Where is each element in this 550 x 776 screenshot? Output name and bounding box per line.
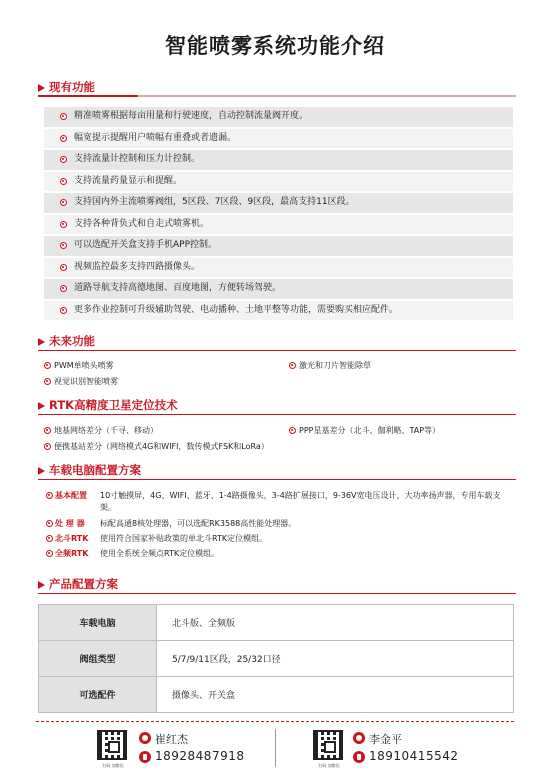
bullet-icon [60, 135, 67, 142]
section-divider [38, 350, 516, 351]
qr-caption: 扫码 加微信 [318, 763, 340, 768]
contact-name: 李金平 [369, 733, 402, 746]
triangle-icon [38, 402, 45, 410]
triangle-icon [38, 84, 45, 92]
phone-icon [353, 751, 365, 763]
bullet-icon [44, 378, 51, 385]
triangle-icon [38, 338, 45, 346]
rtk-item: PPP星基差分（北斗、伽利略、TAP等） [289, 425, 440, 436]
bullet-icon [46, 520, 53, 527]
config-item-basic: 基本配置 10寸触摸屏，4G、WIFI、蓝牙、1-4路摄像头，3-4路扩展接口，9-36V宽电压设计，大功率扬声器，专用车载支架。 [46, 490, 516, 514]
feature-item: 可以选配开关盒支持手机APP控制。 [44, 236, 513, 256]
rtk-item: 便携基站差分（网络模式4G和WIFI，数传模式FSK和LoRa） [44, 441, 269, 452]
qr-caption: 扫码 加微信 [102, 763, 124, 768]
phone-icon [139, 751, 151, 763]
section-divider [38, 95, 516, 97]
bullet-icon [289, 427, 296, 434]
contact-name: 崔红杰 [155, 733, 188, 746]
triangle-icon [38, 581, 45, 589]
section-title: 车载电脑配置方案 [49, 463, 141, 477]
feature-item: 支持各种背负式和自走式喷雾机。 [44, 215, 513, 235]
person-icon [139, 732, 151, 744]
section-title: 未来功能 [49, 334, 95, 348]
bullet-icon [60, 178, 67, 185]
future-item: 激光和刀片智能除草 [289, 360, 371, 371]
table-value: 摄像头、开关盒 [157, 677, 514, 713]
triangle-icon [38, 467, 45, 475]
future-item: PWM单喷头喷雾 [44, 360, 114, 371]
section-divider [38, 414, 516, 415]
person-icon [353, 732, 365, 744]
feature-item: 视频监控最多支持四路摄像头。 [44, 258, 513, 278]
section-header-product [38, 577, 516, 594]
table-key: 阀组类型 [39, 641, 157, 677]
section-header-computer [38, 463, 516, 480]
bullet-icon [60, 285, 67, 292]
table-row [39, 605, 514, 641]
feature-item: 支持国内外主流喷雾阀组，5区段、7区段、9区段，最高支持11区段。 [44, 193, 513, 213]
contact-card [97, 730, 267, 768]
table-row [39, 677, 514, 713]
bullet-icon [60, 199, 67, 206]
section-header-rtk [38, 398, 516, 415]
table-row [39, 641, 514, 677]
section-divider [38, 479, 516, 480]
footer-separator [275, 729, 276, 767]
feature-item: 道路导航支持高德地图、百度地图，方便转场驾驶。 [44, 279, 513, 299]
feature-item: 支持流量计控制和压力计控制。 [44, 150, 513, 170]
bullet-icon [46, 535, 53, 542]
product-table [38, 604, 514, 713]
bullet-icon [60, 156, 67, 163]
bullet-icon [289, 362, 296, 369]
bullet-icon [46, 550, 53, 557]
section-title: 现有功能 [49, 80, 95, 94]
future-item: 视觉识别智能喷雾 [44, 376, 118, 387]
feature-item: 更多作业控制可升级辅助驾驶、电动播种、土地平整等功能，需要购买相应配件。 [44, 301, 513, 321]
feature-item: 精准喷雾根据每亩用量和行驶速度，自动控制流量阀开度。 [44, 107, 513, 127]
table-key: 车载电脑 [39, 605, 157, 641]
table-key: 可选配件 [39, 677, 157, 713]
bullet-icon [44, 427, 51, 434]
section-title: RTK高精度卫星定位技术 [49, 398, 178, 412]
feature-item: 支持流量药量显示和提醒。 [44, 172, 513, 192]
contact-phone[interactable]: 18910415542 [369, 749, 459, 763]
bullet-icon [60, 242, 67, 249]
table-value: 5/7/9/11区段，25/32口径 [157, 641, 514, 677]
bullet-icon [60, 307, 67, 314]
table-value: 北斗版、全频版 [157, 605, 514, 641]
bullet-icon [60, 113, 67, 120]
qr-code-icon[interactable] [313, 730, 343, 760]
bullet-icon [44, 362, 51, 369]
rtk-item: 地基网络差分（千寻、移动） [44, 425, 158, 436]
section-divider [38, 593, 516, 594]
bullet-icon [60, 264, 67, 271]
feature-list [44, 107, 513, 322]
section-header-future [38, 334, 516, 351]
qr-code-icon[interactable] [97, 730, 127, 760]
bullet-icon [60, 221, 67, 228]
feature-item: 幅宽提示提醒用户喷幅有重叠或者遗漏。 [44, 129, 513, 149]
section-title: 产品配置方案 [49, 577, 118, 591]
contact-phone[interactable]: 18928487918 [155, 749, 245, 763]
footer-divider [36, 721, 514, 722]
contact-card [313, 730, 493, 768]
section-header-existing [38, 80, 516, 97]
bullet-icon [46, 492, 53, 499]
page-title: 智能喷雾系统功能介绍 [165, 34, 385, 58]
bullet-icon [44, 443, 51, 450]
